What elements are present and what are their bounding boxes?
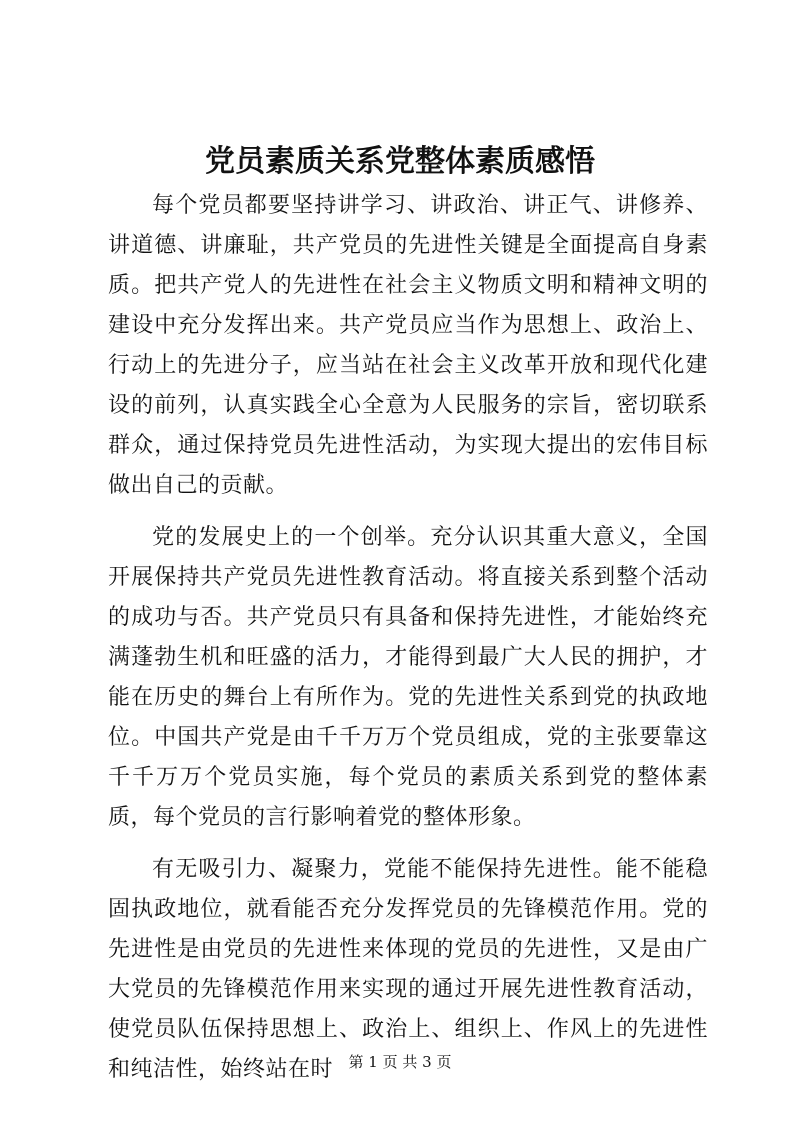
page-number-footer: 第 1 页 共 3 页 — [348, 1053, 452, 1071]
document-body — [108, 186, 708, 1102]
paragraph-3: 有无吸引力、凝聚力，党能不能保持先进性。能不能稳固执政地位，就看能否充分发挥党员的先锋模范作用。党的先进性是由党员的先进性来体现的党员的先进性，又是由广大党员的先锋模范作用来实现的通过开展先进性教育活动，使党员队伍保持思想上、政治上、组织上、作风上的先进性和纯洁性，始终站在时 — [108, 857, 708, 1082]
paragraph-2: 党的发展史上的一个创举。充分认识其重大意义，全国开展保持共产党员先进性教育活动。将直接关系到整个活动的成功与否。共产党员只有具备和保持先进性，才能始终充满蓬勃生机和旺盛的活力，才能得到最广大人民的拥护，才能在历史的舞台上有所作为。党的先进性关系到党的执政地位。中国共产党是由千千万万个党员组成，党的主张要靠这千千万万个党员实施，每个党员的素质关系到党的整体素质，每个党员的言行影响着党的整体形象。 — [108, 525, 708, 830]
paragraph-1: 每个党员都要坚持讲学习、讲政治、讲正气、讲修养、讲道德、讲廉耻，共产党员的先进性关键是全面提高自身素质。把共产党人的先进性在社会主义物质文明和精神文明的建设中充分发挥出来。共产党员应当作为思想上、政治上、行动上的先进分子，应当站在社会主义改革开放和现代化建设的前列，认真实践全心全意为人民服务的宗旨，密切联系群众，通过保持党员先进性活动，为实现大提出的宏伟目标做出自己的贡献。 — [108, 193, 708, 498]
document-title: 党员素质关系党整体素质感悟 — [205, 144, 595, 179]
